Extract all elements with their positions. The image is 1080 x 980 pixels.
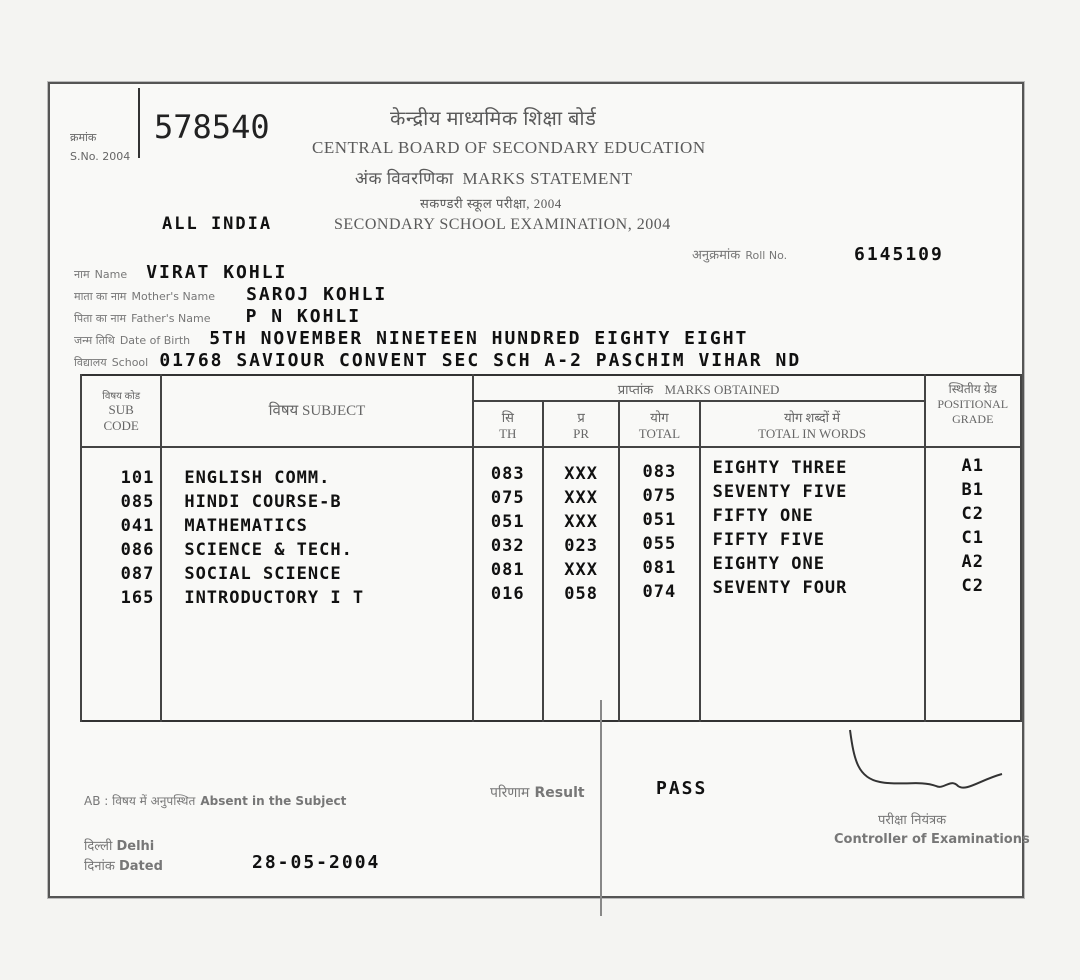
school-label-hi: विद्यालय: [74, 356, 107, 369]
col-sub-code: [81, 375, 161, 447]
sub-code: 041: [120, 516, 155, 536]
col-pr: [543, 401, 619, 447]
col-th-en: TH: [499, 426, 517, 441]
school-row: [74, 350, 801, 371]
col-grade-en2: GRADE: [952, 412, 994, 426]
result-label-hi: परिणाम: [490, 785, 530, 801]
positional-grade: B1: [961, 480, 984, 500]
controller-title-hi: परीक्षा नियंत्रक: [878, 813, 947, 828]
grades-column: [925, 447, 1021, 721]
col-total: [619, 401, 699, 447]
candidate-name: VIRAT KOHLI: [146, 262, 288, 283]
th-marks: 075: [490, 488, 525, 508]
region: ALL INDIA: [162, 214, 273, 234]
statement-title-en: MARKS STATEMENT: [462, 169, 633, 188]
sub-code: 087: [120, 564, 155, 584]
positional-grade: C2: [961, 504, 984, 524]
subject-name: INTRODUCTORY I T: [184, 588, 365, 608]
exam-name-en: SECONDARY SCHOOL EXAMINATION, 2004: [334, 216, 671, 233]
th-column: [473, 447, 543, 721]
total-in-words: FIFTY FIVE: [712, 530, 825, 550]
marks-en: MARKS OBTAINED: [664, 382, 780, 397]
total-in-words: SEVENTY FIVE: [712, 482, 848, 502]
marks-statement: [48, 82, 1030, 898]
subject-name: SCIENCE & TECH.: [184, 540, 353, 560]
pen-mark: [138, 88, 140, 158]
total-marks: 075: [642, 486, 677, 506]
marks-hi: प्राप्तांक: [617, 382, 654, 397]
name-row: [74, 262, 287, 283]
dob-label-en: Date of Birth: [119, 334, 191, 347]
pr-marks: 058: [564, 584, 598, 604]
th-marks: 032: [490, 536, 525, 556]
school-label-en: School: [111, 356, 149, 369]
result-label: [490, 782, 585, 802]
total-in-words: SEVENTY FOUR: [712, 578, 848, 598]
father-name: P N KOHLI: [245, 306, 362, 327]
col-words-hi: योग शब्दों में: [784, 410, 841, 425]
place-hi: दिल्ली: [84, 839, 113, 854]
place-en: Delhi: [116, 839, 155, 854]
dated-en: Dated: [118, 859, 163, 874]
total-in-words: EIGHTY THREE: [712, 458, 848, 478]
subjects-column: [161, 447, 472, 721]
col-words: [700, 401, 925, 447]
pr-marks: XXX: [564, 560, 598, 580]
controller-title-en: Controller of Examinations: [834, 832, 1030, 847]
mother-label-hi: माता का नाम: [74, 290, 127, 303]
absent-note-en: Absent in the Subject: [200, 794, 347, 808]
subject-name: MATHEMATICS: [184, 516, 308, 536]
place: [84, 836, 154, 854]
total-marks: 051: [642, 510, 677, 530]
total-marks: 074: [642, 582, 677, 602]
school-name: 01768 SAVIOUR CONVENT SEC SCH A-2 PASCHIM VIHAR ND: [159, 350, 802, 371]
roll-label: [692, 244, 787, 263]
col-th-hi: सि: [501, 410, 514, 425]
total-marks: 083: [642, 462, 677, 482]
th-marks: 081: [490, 560, 525, 580]
pr-marks: XXX: [564, 464, 598, 484]
board-name-hi: केन्द्रीय माध्यमिक शिक्षा बोर्ड: [390, 108, 597, 130]
result-value: PASS: [656, 778, 708, 799]
roll-label-en: Roll No.: [745, 249, 788, 262]
sno-label-hi: क्रमांक: [70, 131, 97, 144]
fold-line: [600, 700, 602, 916]
father-label-hi: पिता का नाम: [74, 312, 127, 325]
subject-name: HINDI COURSE-B: [184, 492, 342, 512]
mother-row: [74, 284, 387, 305]
exam-name-hi: सकण्डरी स्कूल परीक्षा, 2004: [420, 196, 562, 211]
col-code-hi: विषय कोड: [102, 391, 141, 402]
col-th: [473, 401, 543, 447]
total-column: [619, 447, 699, 721]
mother-name: SAROJ KOHLI: [246, 284, 388, 305]
col-total-en: TOTAL: [638, 426, 681, 441]
pr-marks: 023: [564, 536, 598, 556]
sub-code: 085: [120, 492, 155, 512]
positional-grade: A1: [961, 456, 984, 476]
col-code-en2: CODE: [103, 418, 139, 433]
total-marks: 055: [642, 534, 677, 554]
th-marks: 016: [490, 584, 525, 604]
father-row: [74, 306, 361, 327]
dated-hi: दिनांक: [84, 859, 115, 874]
col-total-hi: योग: [650, 410, 669, 425]
roll-label-hi: अनुक्रमांक: [692, 248, 741, 263]
col-grade-hi: स्थितीय ग्रेड: [948, 382, 997, 396]
pr-column: [543, 447, 619, 721]
statement-title: [355, 166, 632, 189]
total-in-words: FIFTY ONE: [712, 506, 814, 526]
positional-grade: C2: [961, 576, 984, 596]
words-column: [700, 447, 925, 721]
absent-note-hi: AB : विषय में अनुपस्थित: [84, 794, 196, 808]
date-of-birth: 5TH NOVEMBER NINETEEN HUNDRED EIGHTY EIGHT: [209, 328, 749, 349]
subject-name: SOCIAL SCIENCE: [184, 564, 342, 584]
positional-grade: C1: [961, 528, 984, 548]
sub-code: 165: [120, 588, 155, 608]
col-subject-en: SUBJECT: [301, 403, 366, 419]
col-marks-obtained: [473, 375, 925, 401]
total-marks: 081: [642, 558, 677, 578]
dated-label: [84, 856, 163, 874]
serial-number: 578540: [154, 108, 270, 146]
col-subject-hi: विषय: [268, 403, 299, 419]
col-words-en: TOTAL IN WORDS: [758, 426, 866, 441]
roll-number: 6145109: [854, 244, 944, 265]
father-label-en: Father's Name: [131, 312, 211, 325]
th-marks: 051: [490, 512, 525, 532]
codes-column: [81, 447, 161, 721]
board-name-en: CENTRAL BOARD OF SECONDARY EDUCATION: [312, 138, 706, 157]
dob-row: [74, 328, 748, 349]
pr-marks: XXX: [564, 488, 598, 508]
col-code-en1: SUB: [108, 402, 134, 417]
controller-signature: [840, 720, 1010, 810]
marks-table: [80, 374, 1022, 722]
col-pr-en: PR: [573, 426, 590, 441]
name-label-en: Name: [94, 268, 128, 281]
result-label-en: Result: [534, 785, 585, 801]
sub-code: 086: [120, 540, 155, 560]
mother-label-en: Mother's Name: [131, 290, 215, 303]
col-subject: [161, 375, 472, 447]
dob-label-hi: जन्म तिथि: [74, 334, 115, 347]
col-pr-hi: प्र: [577, 410, 585, 425]
name-label-hi: नाम: [74, 268, 90, 281]
issue-date: 28-05-2004: [252, 852, 381, 873]
subject-name: ENGLISH COMM.: [184, 468, 331, 488]
positional-grade: A2: [961, 552, 984, 572]
col-grade-en1: POSITIONAL: [937, 397, 1009, 411]
total-in-words: EIGHTY ONE: [712, 554, 825, 574]
pr-marks: XXX: [564, 512, 598, 532]
th-marks: 083: [490, 464, 525, 484]
sub-code: 101: [120, 468, 155, 488]
statement-title-hi: अंक विवरणिका: [355, 169, 454, 188]
col-grade: [925, 375, 1021, 447]
sno-label-en: S.No. 2004: [70, 150, 131, 163]
absent-note: [84, 790, 346, 809]
